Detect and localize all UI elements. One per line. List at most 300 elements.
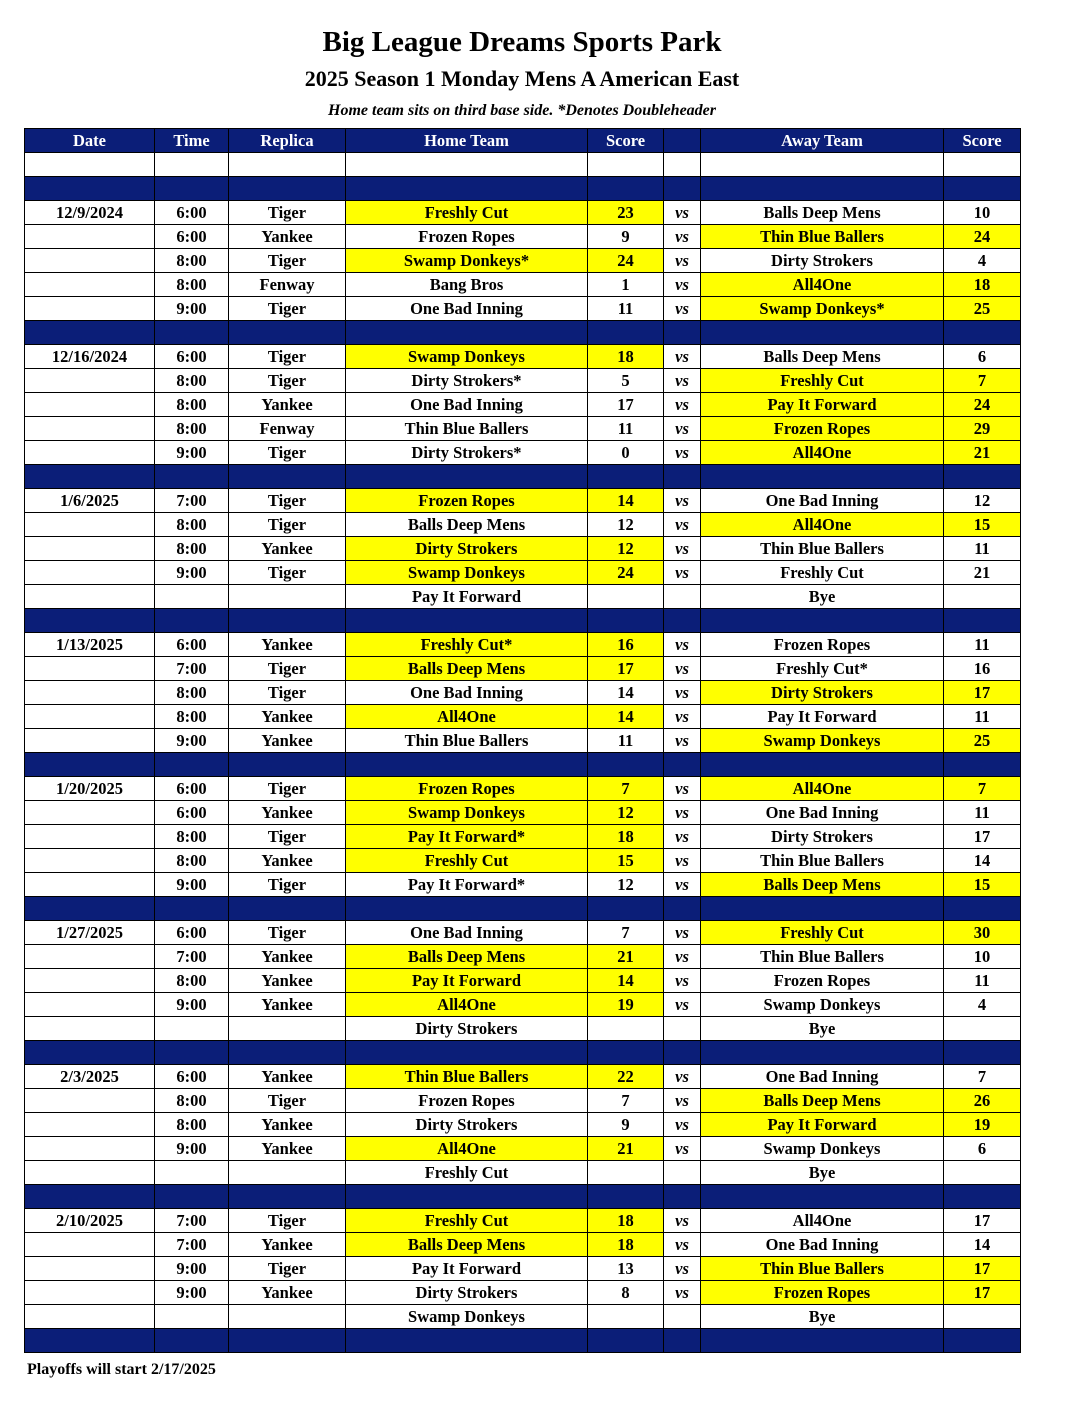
time-cell: 8:00	[155, 681, 229, 705]
separator-cell	[944, 897, 1021, 921]
vs-cell: vs	[664, 825, 701, 849]
vs-cell: vs	[664, 705, 701, 729]
away-score-cell: 11	[944, 801, 1021, 825]
separator-cell	[701, 1041, 944, 1065]
week-separator-row	[25, 321, 1021, 345]
home-team-cell: Frozen Ropes	[346, 489, 588, 513]
replica-cell: Tiger	[229, 249, 346, 273]
date-cell	[25, 873, 155, 897]
away-score-cell: 24	[944, 225, 1021, 249]
away-team-cell: Frozen Ropes	[701, 633, 944, 657]
replica-cell: Yankee	[229, 969, 346, 993]
home-score-cell: 14	[588, 489, 664, 513]
separator-cell	[588, 1041, 664, 1065]
replica-cell: Tiger	[229, 681, 346, 705]
separator-cell	[346, 753, 588, 777]
time-cell: 8:00	[155, 825, 229, 849]
replica-cell: Tiger	[229, 561, 346, 585]
time-cell: 9:00	[155, 561, 229, 585]
separator-cell	[701, 321, 944, 345]
time-cell: 7:00	[155, 1209, 229, 1233]
away-score-cell: 21	[944, 441, 1021, 465]
blank-cell	[25, 153, 155, 177]
time-cell: 6:00	[155, 801, 229, 825]
separator-cell	[346, 321, 588, 345]
home-score-cell	[588, 1161, 664, 1185]
replica-cell: Tiger	[229, 201, 346, 225]
home-team-cell: Freshly Cut	[346, 201, 588, 225]
game-row	[25, 1137, 1021, 1161]
separator-cell	[346, 897, 588, 921]
home-score-cell: 14	[588, 681, 664, 705]
separator-cell	[588, 1329, 664, 1353]
separator-cell	[155, 1185, 229, 1209]
home-team-cell: Frozen Ropes	[346, 225, 588, 249]
away-team-cell: Balls Deep Mens	[701, 201, 944, 225]
away-score-cell: 7	[944, 1065, 1021, 1089]
replica-cell: Yankee	[229, 801, 346, 825]
date-cell	[25, 537, 155, 561]
vs-cell: vs	[664, 393, 701, 417]
time-cell: 8:00	[155, 969, 229, 993]
time-cell: 8:00	[155, 393, 229, 417]
vs-cell: vs	[664, 489, 701, 513]
game-row	[25, 393, 1021, 417]
replica-cell: Yankee	[229, 1233, 346, 1257]
away-score-cell: 11	[944, 969, 1021, 993]
away-team-cell: Frozen Ropes	[701, 969, 944, 993]
game-row	[25, 1017, 1021, 1041]
home-score-cell: 21	[588, 945, 664, 969]
time-cell	[155, 1017, 229, 1041]
home-team-cell: Freshly Cut	[346, 1161, 588, 1185]
separator-cell	[155, 177, 229, 201]
separator-cell	[944, 753, 1021, 777]
date-cell: 1/20/2025	[25, 777, 155, 801]
week-separator-row	[25, 609, 1021, 633]
week-separator-row	[25, 1185, 1021, 1209]
home-score-cell: 7	[588, 921, 664, 945]
vs-cell: vs	[664, 249, 701, 273]
date-cell	[25, 369, 155, 393]
separator-cell	[25, 465, 155, 489]
replica-cell: Yankee	[229, 1065, 346, 1089]
separator-cell	[25, 897, 155, 921]
home-score-cell	[588, 1305, 664, 1329]
header-row	[25, 129, 1021, 153]
vs-cell	[664, 1305, 701, 1329]
game-row	[25, 657, 1021, 681]
date-cell	[25, 681, 155, 705]
away-team-cell: Dirty Strokers	[701, 249, 944, 273]
home-score-cell: 8	[588, 1281, 664, 1305]
time-cell: 8:00	[155, 513, 229, 537]
blank-cell	[346, 153, 588, 177]
home-score-cell: 18	[588, 1233, 664, 1257]
home-score-cell: 13	[588, 1257, 664, 1281]
vs-cell: vs	[664, 561, 701, 585]
vs-cell: vs	[664, 1137, 701, 1161]
separator-cell	[346, 465, 588, 489]
separator-cell	[25, 177, 155, 201]
away-team-cell: Frozen Ropes	[701, 417, 944, 441]
home-score-cell: 11	[588, 729, 664, 753]
away-team-cell: Thin Blue Ballers	[701, 1257, 944, 1281]
game-row	[25, 729, 1021, 753]
separator-cell	[25, 321, 155, 345]
game-row	[25, 969, 1021, 993]
separator-cell	[25, 753, 155, 777]
blank-row	[25, 153, 1021, 177]
separator-cell	[701, 1329, 944, 1353]
separator-cell	[588, 321, 664, 345]
separator-cell	[229, 177, 346, 201]
away-score-cell: 25	[944, 729, 1021, 753]
game-row	[25, 513, 1021, 537]
separator-cell	[229, 1041, 346, 1065]
date-cell: 2/10/2025	[25, 1209, 155, 1233]
date-cell	[25, 1017, 155, 1041]
time-cell	[155, 1161, 229, 1185]
separator-cell	[701, 1185, 944, 1209]
home-team-cell: Pay It Forward*	[346, 825, 588, 849]
game-row	[25, 945, 1021, 969]
away-team-cell: Dirty Strokers	[701, 681, 944, 705]
time-cell: 8:00	[155, 849, 229, 873]
game-row	[25, 705, 1021, 729]
game-row	[25, 801, 1021, 825]
separator-cell	[701, 177, 944, 201]
separator-cell	[229, 1329, 346, 1353]
game-row	[25, 225, 1021, 249]
away-score-cell: 6	[944, 345, 1021, 369]
vs-cell: vs	[664, 849, 701, 873]
replica-cell: Tiger	[229, 297, 346, 321]
home-score-cell: 12	[588, 801, 664, 825]
separator-cell	[664, 609, 701, 633]
time-cell: 8:00	[155, 273, 229, 297]
time-cell: 9:00	[155, 1257, 229, 1281]
away-team-cell: One Bad Inning	[701, 1065, 944, 1089]
away-score-cell: 4	[944, 249, 1021, 273]
home-score-cell: 24	[588, 249, 664, 273]
home-score-cell: 7	[588, 777, 664, 801]
away-team-cell: Swamp Donkeys	[701, 1137, 944, 1161]
replica-cell: Tiger	[229, 441, 346, 465]
date-cell: 12/16/2024	[25, 345, 155, 369]
home-score-cell: 11	[588, 417, 664, 441]
col-header-replica: Replica	[229, 129, 346, 153]
separator-cell	[588, 753, 664, 777]
home-score-cell: 18	[588, 345, 664, 369]
time-cell: 7:00	[155, 489, 229, 513]
separator-cell	[664, 321, 701, 345]
separator-cell	[664, 753, 701, 777]
replica-cell: Tiger	[229, 825, 346, 849]
replica-cell	[229, 1305, 346, 1329]
separator-cell	[944, 1185, 1021, 1209]
vs-cell: vs	[664, 873, 701, 897]
schedule-table	[24, 128, 1021, 1353]
separator-cell	[229, 321, 346, 345]
away-score-cell: 25	[944, 297, 1021, 321]
home-score-cell: 12	[588, 873, 664, 897]
time-cell: 9:00	[155, 1281, 229, 1305]
date-cell	[25, 297, 155, 321]
date-cell	[25, 705, 155, 729]
game-row	[25, 849, 1021, 873]
col-header-time: Time	[155, 129, 229, 153]
replica-cell	[229, 1161, 346, 1185]
vs-cell: vs	[664, 945, 701, 969]
home-score-cell: 11	[588, 297, 664, 321]
time-cell: 6:00	[155, 1065, 229, 1089]
game-row	[25, 441, 1021, 465]
header-note: Home team sits on third base side. *Denotes Doubleheader	[328, 102, 716, 119]
replica-cell: Tiger	[229, 345, 346, 369]
time-cell: 8:00	[155, 705, 229, 729]
away-team-cell: Thin Blue Ballers	[701, 945, 944, 969]
date-cell: 12/9/2024	[25, 201, 155, 225]
separator-cell	[664, 1041, 701, 1065]
vs-cell: vs	[664, 201, 701, 225]
away-team-cell: Pay It Forward	[701, 393, 944, 417]
time-cell: 9:00	[155, 297, 229, 321]
separator-cell	[701, 609, 944, 633]
separator-cell	[701, 753, 944, 777]
date-cell	[25, 1233, 155, 1257]
vs-cell: vs	[664, 1089, 701, 1113]
vs-cell: vs	[664, 297, 701, 321]
separator-cell	[588, 609, 664, 633]
separator-cell	[664, 897, 701, 921]
home-team-cell: All4One	[346, 705, 588, 729]
game-row	[25, 1233, 1021, 1257]
replica-cell: Tiger	[229, 1257, 346, 1281]
time-cell: 8:00	[155, 369, 229, 393]
separator-cell	[155, 753, 229, 777]
game-row	[25, 1089, 1021, 1113]
separator-cell	[229, 1185, 346, 1209]
replica-cell: Tiger	[229, 873, 346, 897]
time-cell: 8:00	[155, 249, 229, 273]
home-team-cell: Balls Deep Mens	[346, 1233, 588, 1257]
vs-cell	[664, 585, 701, 609]
game-row	[25, 1161, 1021, 1185]
separator-cell	[25, 1185, 155, 1209]
game-row	[25, 297, 1021, 321]
date-cell	[25, 441, 155, 465]
time-cell: 6:00	[155, 633, 229, 657]
home-score-cell: 23	[588, 201, 664, 225]
separator-cell	[346, 1185, 588, 1209]
away-team-cell: All4One	[701, 777, 944, 801]
home-team-cell: Dirty Strokers*	[346, 369, 588, 393]
replica-cell: Tiger	[229, 1209, 346, 1233]
away-score-cell: 10	[944, 945, 1021, 969]
replica-cell: Yankee	[229, 225, 346, 249]
home-score-cell: 9	[588, 225, 664, 249]
home-team-cell: Bang Bros	[346, 273, 588, 297]
replica-cell: Yankee	[229, 537, 346, 561]
game-row	[25, 1257, 1021, 1281]
vs-cell: vs	[664, 1209, 701, 1233]
home-team-cell: Swamp Donkeys	[346, 1305, 588, 1329]
game-row	[25, 249, 1021, 273]
home-score-cell	[588, 585, 664, 609]
separator-cell	[229, 609, 346, 633]
away-team-cell: Pay It Forward	[701, 705, 944, 729]
away-team-cell: One Bad Inning	[701, 489, 944, 513]
home-team-cell: Swamp Donkeys	[346, 561, 588, 585]
away-team-cell: Thin Blue Ballers	[701, 537, 944, 561]
away-score-cell: 6	[944, 1137, 1021, 1161]
replica-cell: Tiger	[229, 1089, 346, 1113]
week-separator-row	[25, 465, 1021, 489]
away-score-cell: 7	[944, 369, 1021, 393]
home-team-cell: Freshly Cut*	[346, 633, 588, 657]
away-score-cell: 12	[944, 489, 1021, 513]
vs-cell: vs	[664, 273, 701, 297]
date-cell: 1/27/2025	[25, 921, 155, 945]
home-team-cell: Balls Deep Mens	[346, 513, 588, 537]
blank-cell	[155, 153, 229, 177]
separator-cell	[155, 1329, 229, 1353]
replica-cell: Fenway	[229, 417, 346, 441]
separator-cell	[588, 177, 664, 201]
time-cell: 9:00	[155, 993, 229, 1017]
away-score-cell	[944, 1161, 1021, 1185]
game-row	[25, 201, 1021, 225]
replica-cell: Fenway	[229, 273, 346, 297]
away-team-cell: Bye	[701, 1305, 944, 1329]
away-score-cell: 17	[944, 681, 1021, 705]
away-score-cell: 11	[944, 633, 1021, 657]
separator-cell	[701, 465, 944, 489]
blank-cell	[701, 153, 944, 177]
away-team-cell: Dirty Strokers	[701, 825, 944, 849]
separator-cell	[664, 1185, 701, 1209]
replica-cell	[229, 585, 346, 609]
date-cell: 2/3/2025	[25, 1065, 155, 1089]
away-score-cell: 15	[944, 513, 1021, 537]
separator-cell	[346, 1041, 588, 1065]
date-cell: 1/6/2025	[25, 489, 155, 513]
time-cell: 9:00	[155, 1137, 229, 1161]
home-team-cell: Dirty Strokers*	[346, 441, 588, 465]
home-score-cell: 18	[588, 1209, 664, 1233]
time-cell: 8:00	[155, 417, 229, 441]
separator-cell	[229, 753, 346, 777]
game-row	[25, 1113, 1021, 1137]
separator-cell	[229, 465, 346, 489]
away-team-cell: All4One	[701, 1209, 944, 1233]
home-team-cell: Thin Blue Ballers	[346, 729, 588, 753]
home-team-cell: Thin Blue Ballers	[346, 1065, 588, 1089]
away-team-cell: Bye	[701, 585, 944, 609]
game-row	[25, 921, 1021, 945]
away-team-cell: Thin Blue Ballers	[701, 849, 944, 873]
home-team-cell: Pay It Forward	[346, 969, 588, 993]
away-score-cell: 21	[944, 561, 1021, 585]
away-score-cell: 4	[944, 993, 1021, 1017]
game-row	[25, 417, 1021, 441]
vs-cell	[664, 1017, 701, 1041]
home-score-cell: 1	[588, 273, 664, 297]
date-cell	[25, 561, 155, 585]
date-cell	[25, 993, 155, 1017]
away-score-cell	[944, 1017, 1021, 1041]
separator-cell	[229, 897, 346, 921]
away-team-cell: Freshly Cut	[701, 369, 944, 393]
separator-cell	[25, 1329, 155, 1353]
time-cell: 9:00	[155, 729, 229, 753]
away-score-cell: 11	[944, 537, 1021, 561]
home-team-cell: Pay It Forward*	[346, 873, 588, 897]
replica-cell: Yankee	[229, 633, 346, 657]
game-row	[25, 1065, 1021, 1089]
away-score-cell: 26	[944, 1089, 1021, 1113]
away-team-cell: Freshly Cut	[701, 561, 944, 585]
date-cell	[25, 1281, 155, 1305]
time-cell: 6:00	[155, 345, 229, 369]
home-score-cell: 14	[588, 705, 664, 729]
vs-cell: vs	[664, 657, 701, 681]
home-score-cell: 5	[588, 369, 664, 393]
game-row	[25, 825, 1021, 849]
home-score-cell: 17	[588, 657, 664, 681]
date-cell	[25, 273, 155, 297]
home-score-cell: 0	[588, 441, 664, 465]
separator-cell	[588, 897, 664, 921]
home-team-cell: Swamp Donkeys*	[346, 249, 588, 273]
replica-cell: Yankee	[229, 993, 346, 1017]
replica-cell: Yankee	[229, 945, 346, 969]
home-team-cell: All4One	[346, 1137, 588, 1161]
date-cell	[25, 1113, 155, 1137]
away-team-cell: Bye	[701, 1161, 944, 1185]
vs-cell: vs	[664, 225, 701, 249]
game-row	[25, 273, 1021, 297]
game-row	[25, 585, 1021, 609]
separator-cell	[944, 321, 1021, 345]
week-separator-row	[25, 1041, 1021, 1065]
vs-cell	[664, 1161, 701, 1185]
away-score-cell: 17	[944, 1281, 1021, 1305]
away-score-cell: 18	[944, 273, 1021, 297]
home-team-cell: Freshly Cut	[346, 849, 588, 873]
separator-cell	[944, 1041, 1021, 1065]
date-cell	[25, 801, 155, 825]
away-team-cell: Balls Deep Mens	[701, 345, 944, 369]
away-team-cell: Pay It Forward	[701, 1113, 944, 1137]
game-row	[25, 681, 1021, 705]
separator-cell	[701, 897, 944, 921]
home-team-cell: One Bad Inning	[346, 393, 588, 417]
time-cell: 6:00	[155, 201, 229, 225]
separator-cell	[664, 1329, 701, 1353]
separator-cell	[25, 609, 155, 633]
blank-cell	[229, 153, 346, 177]
separator-cell	[944, 465, 1021, 489]
time-cell: 7:00	[155, 657, 229, 681]
home-score-cell	[588, 1017, 664, 1041]
replica-cell: Tiger	[229, 513, 346, 537]
replica-cell: Tiger	[229, 921, 346, 945]
blank-cell	[664, 153, 701, 177]
vs-cell: vs	[664, 1281, 701, 1305]
home-score-cell: 14	[588, 969, 664, 993]
